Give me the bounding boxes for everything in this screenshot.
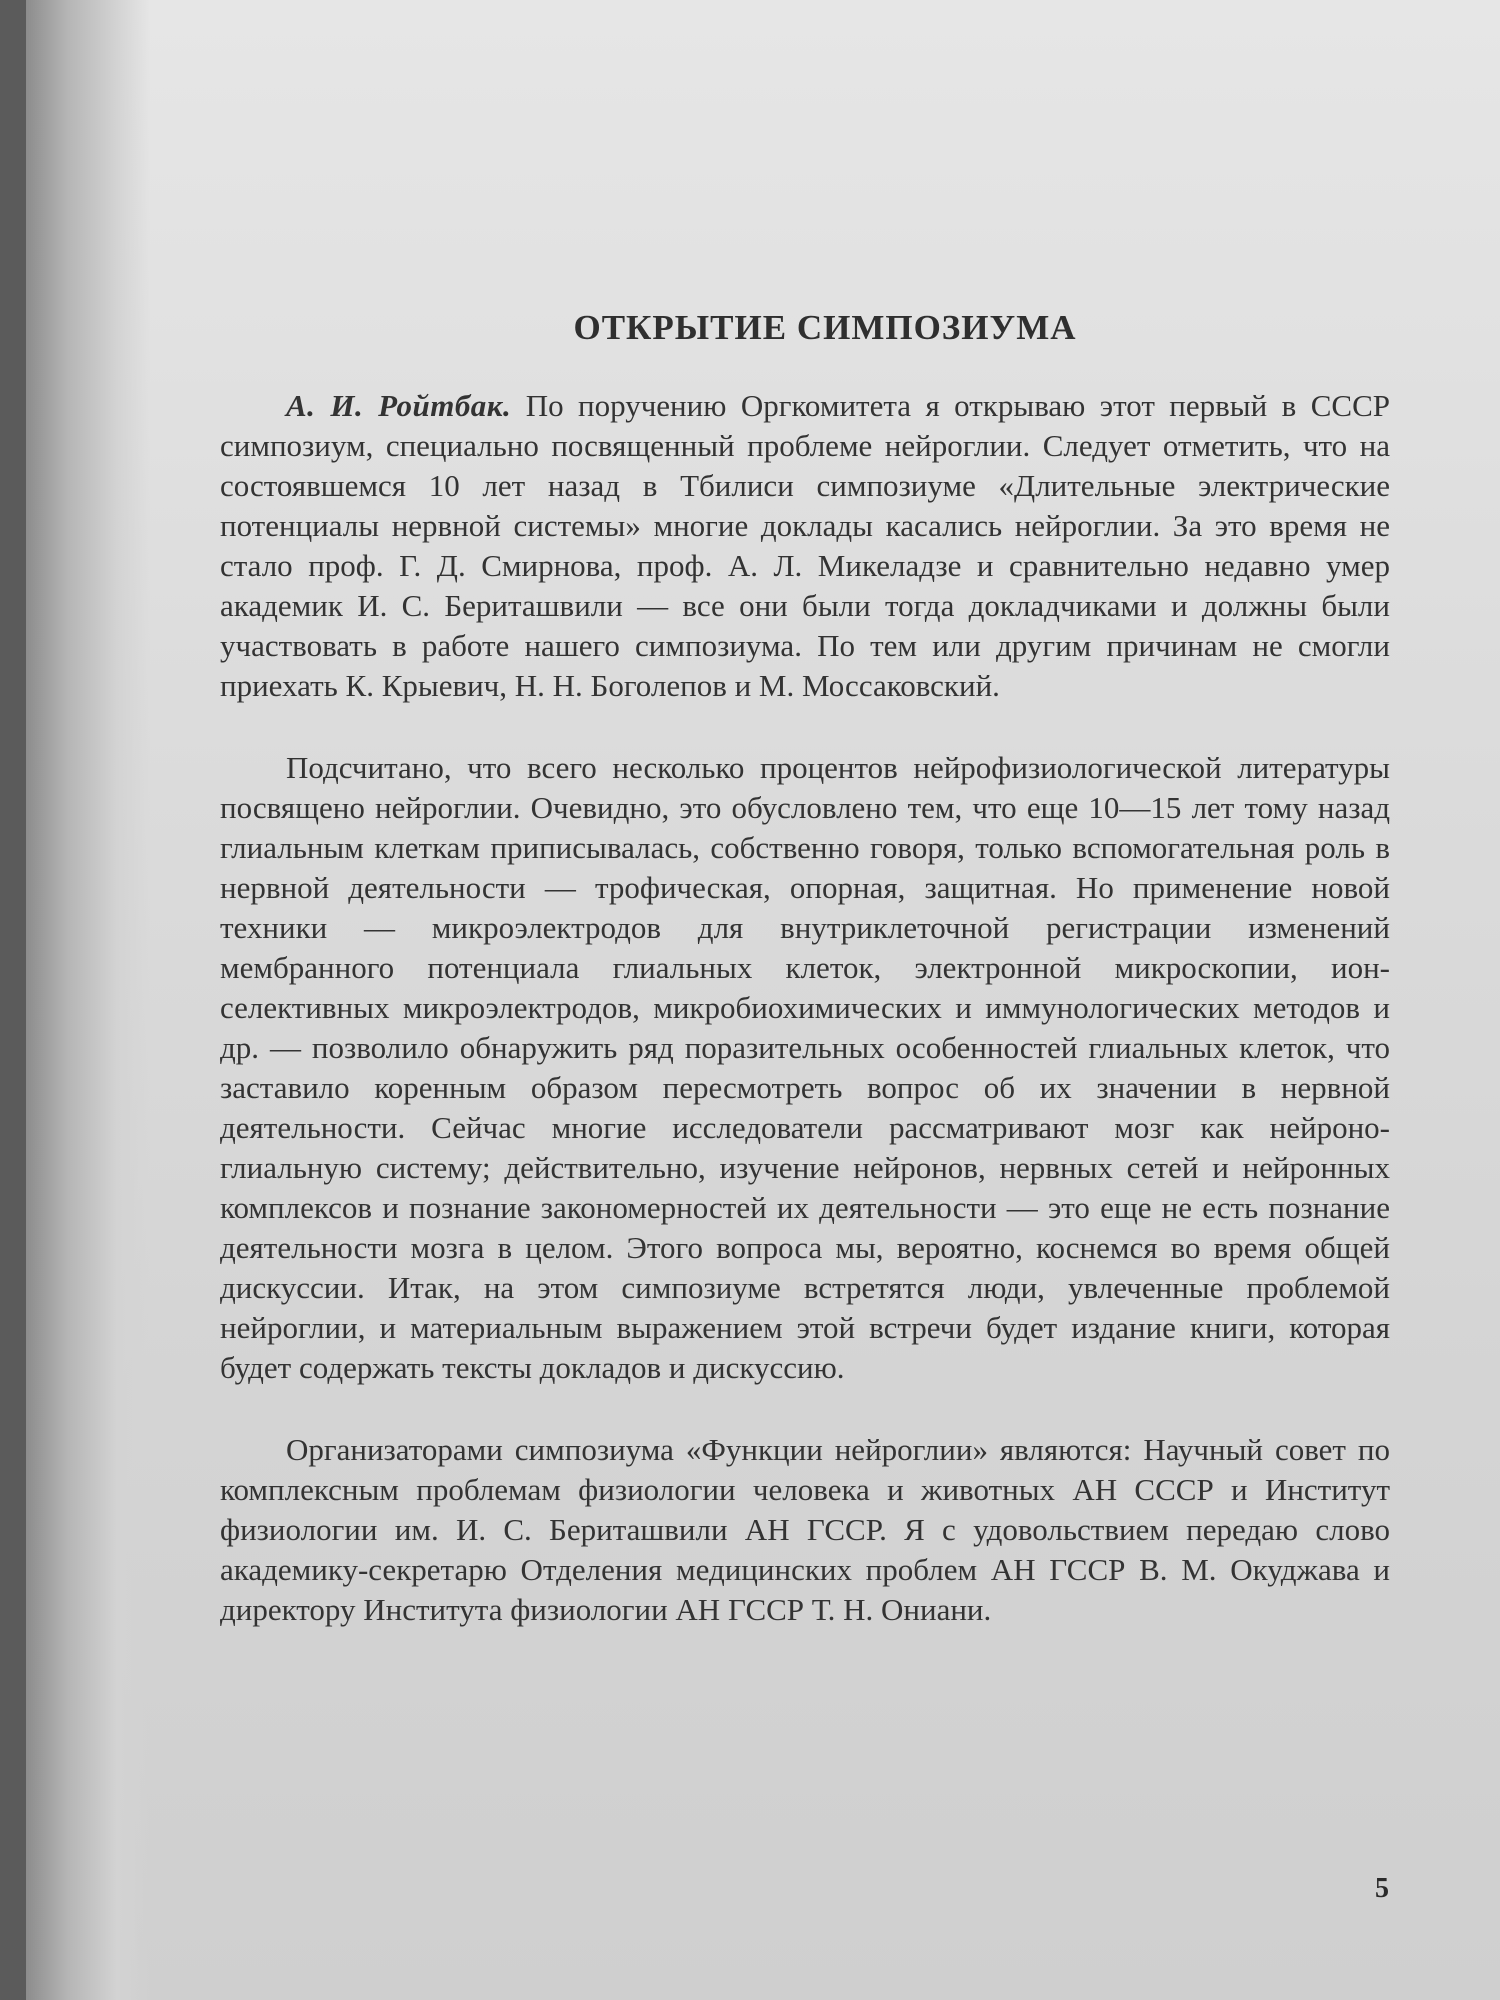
paragraph-3: Организаторами симпозиума «Функции нейроглии» являются: Научный совет по комплексным проблемам физиологии человека и животных АН СССР и Институт физиологии им. И. С. Бериташвили АН ГССР. Я с удовольствием передаю слово академику-секретарю Отделения медицинских проблем АН ГССР В. М. Окуджава и директору Института физиологии АН ГССР Т. Н. Ониани. bbox=[220, 1432, 1390, 1627]
page-number: 5 bbox=[1375, 1873, 1389, 1904]
book-page bbox=[150, 0, 1500, 2000]
page-title: ОТКРЫТИЕ СИМПОЗИУМА bbox=[573, 308, 1077, 347]
facing-page-edge bbox=[0, 0, 26, 2000]
paragraph-1 bbox=[220, 386, 1390, 706]
paragraph-2: Подсчитано, что всего несколько процентов нейрофизиологической литературы посвящено нейроглии. Очевидно, это обусловлено тем, что еще 10—15 лет тому назад глиальным клеткам приписывалась, собственно говоря, только вспомогательная роль в нервной деятельности — трофическая, опорная, защитная. Но применение новой техники — микроэлектродов для внутриклеточной регистрации изменений мембранного потенциала глиальных клеток, электронной микроскопии, ион-селективных микроэлектродов, микробиохимических и иммунологических методов и др. — позволило обнаружить ряд поразительных особенностей глиальных клеток, что заставило коренным образом пересмотреть вопрос об их значении в нервной деятельности. Сейчас многие исследователи рассматривают мозг как нейроно-глиальную систему; действительно, изучение нейронов, нервных сетей и нейронных комплексов и познание закономерностей их деятельности — это еще не есть познание деятельности мозга в целом. Этого вопроса мы, вероятно, коснемся во время общей дискуссии. Итак, на этом симпозиуме встретятся люди, увлеченные проблемой нейроглии, и материальным выражением этой встречи будет издание книги, которая будет содержать тексты докладов и дискуссию. bbox=[220, 750, 1390, 1385]
speaker-name: А. И. Ройтбак. bbox=[286, 388, 512, 423]
paragraph-1-text: По поручению Оргкомитета я открываю этот первый в СССР симпозиум, специально посвященный проблеме нейроглии. Следует отметить, что на состоявшемся 10 лет назад в Тбилиси симпозиуме «Длительные электрические потенциалы нервной системы» многие доклады касались нейроглии. За это время не стало проф. Г. Д. Смирнова, проф. А. Л. Микеладзе и сравнительно недавно умер академик И. С. Бериташвили — все они были тогда докладчиками и должны были участвовать в работе нашего симпозиума. По тем или другим причинам не смогли приехать К. Крыевич, Н. Н. Боголепов и М. Моссаковский. bbox=[220, 388, 1390, 703]
body-text bbox=[220, 386, 1390, 1670]
